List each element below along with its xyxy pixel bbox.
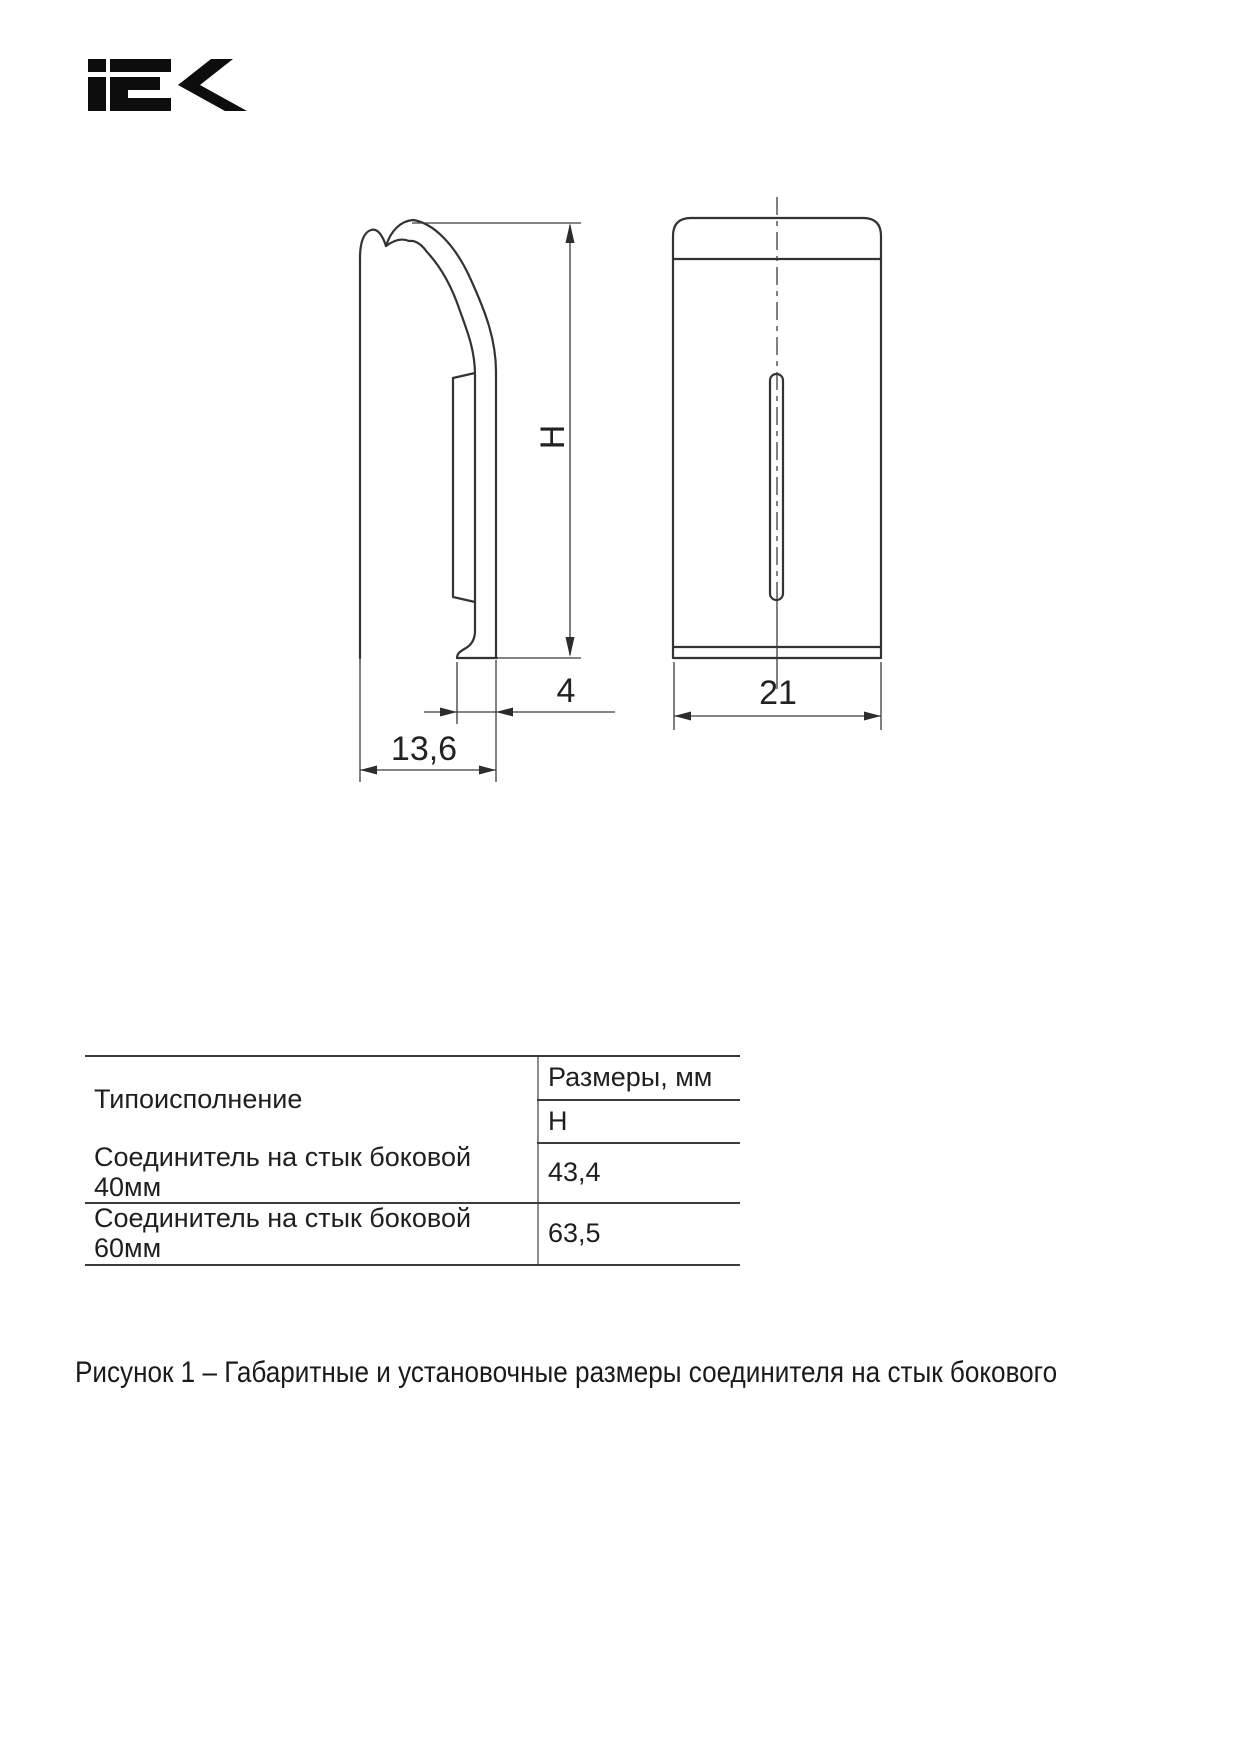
table-row <box>85 1143 740 1203</box>
table-cell-h-60: 63,5 <box>538 1203 740 1264</box>
technical-drawing <box>0 0 1244 800</box>
front-view-drawing <box>673 197 881 730</box>
dim-label-4: 4 <box>556 672 576 710</box>
table-row <box>85 1203 740 1264</box>
table-cell-h-40: 43,4 <box>538 1143 740 1203</box>
figure-caption: Рисунок 1 – Габаритные и установочные размеры соединителя на стык бокового <box>75 1356 1058 1389</box>
table-header-row <box>85 1056 740 1100</box>
table-cell-type-60: Соединитель на стык боковой 60мм <box>85 1203 538 1264</box>
dimension-13-6 <box>360 658 496 782</box>
table-header-type: Типоисполнение <box>85 1056 538 1143</box>
dim-label-h: H <box>534 424 572 450</box>
table-cell-type-40: Соединитель на стык боковой 40мм <box>85 1143 538 1203</box>
dimensions-table <box>85 1055 740 1266</box>
dim-label-13-6: 13,6 <box>390 730 458 768</box>
table-header-sizes: Размеры, мм <box>538 1056 740 1100</box>
dim-label-21: 21 <box>759 674 797 712</box>
side-view-drawing <box>360 220 615 782</box>
table-subheader-h: H <box>538 1100 740 1143</box>
